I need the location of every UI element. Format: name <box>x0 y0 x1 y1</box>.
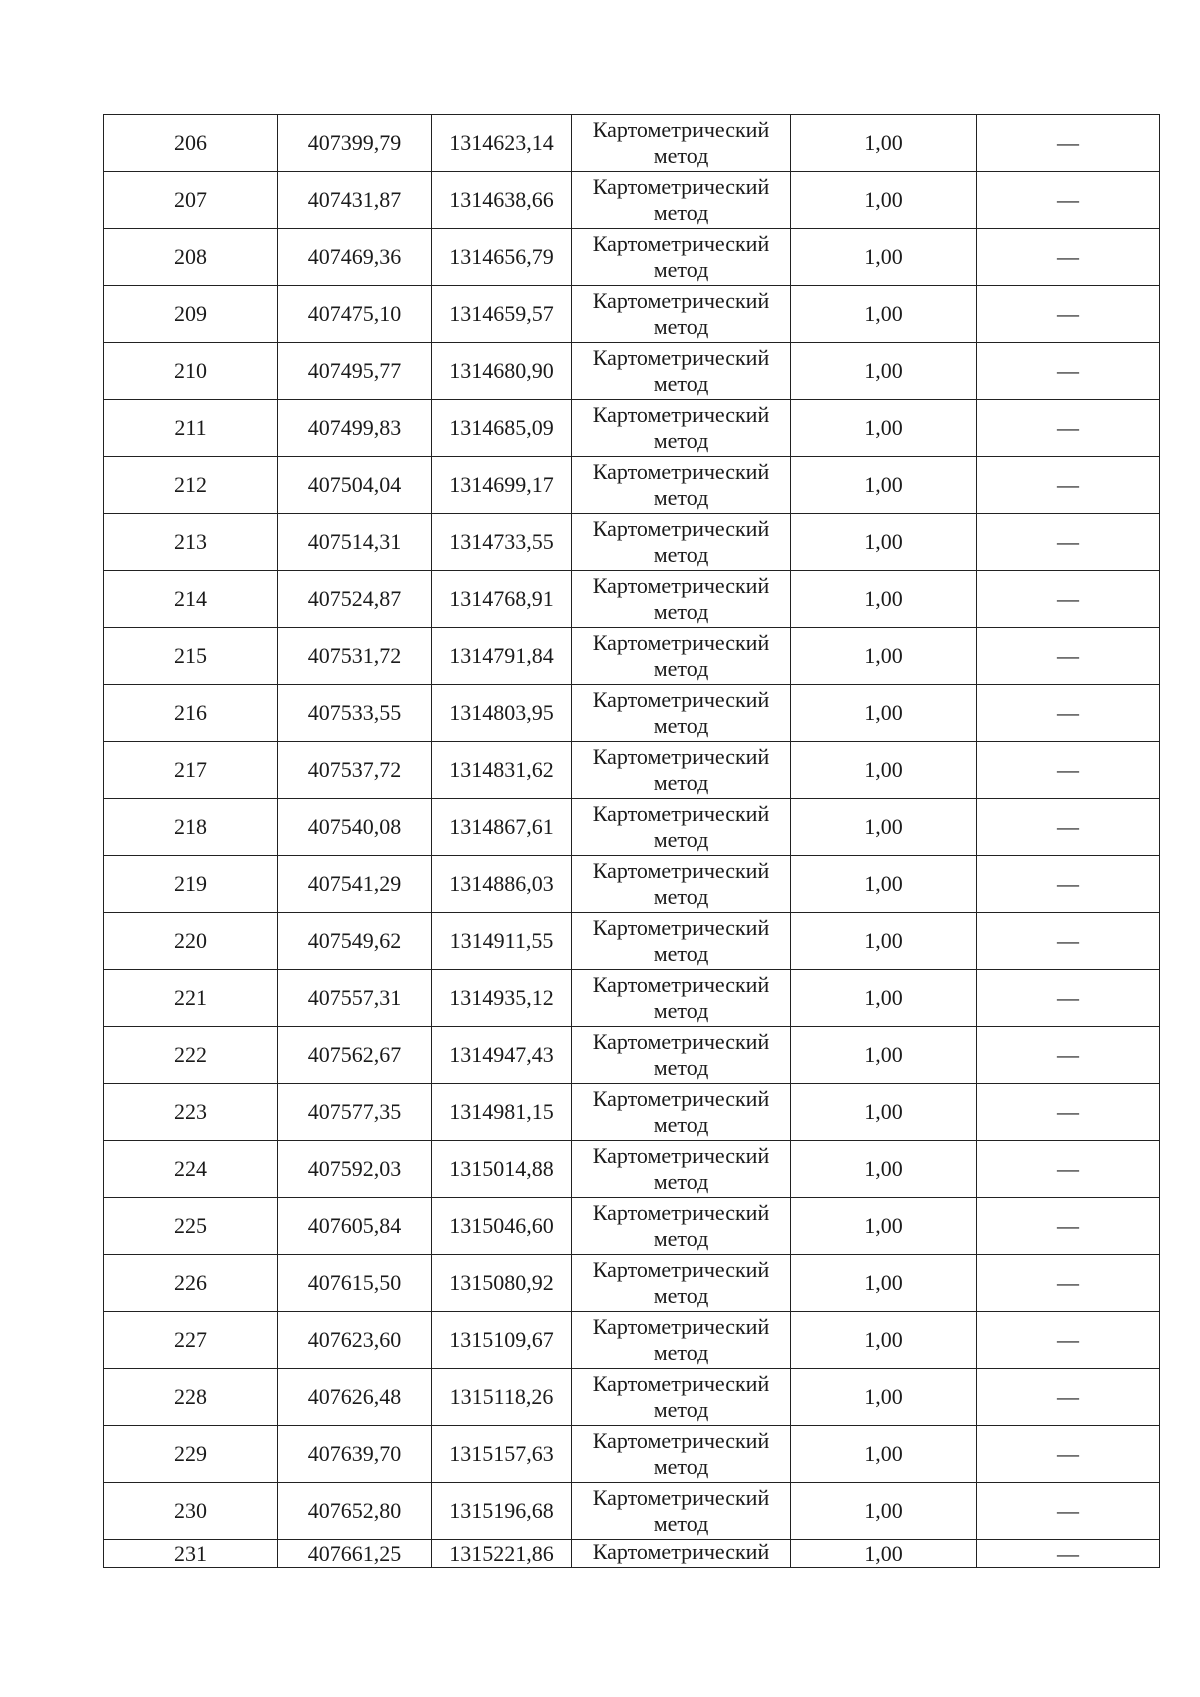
method-cell <box>572 970 791 1027</box>
y-coordinate-cell: 1315014,88 <box>432 1141 572 1198</box>
note-cell: — <box>977 742 1160 799</box>
method-text-line-1: Картометрический <box>592 345 770 370</box>
note-cell: — <box>977 400 1160 457</box>
accuracy-cell: 1,00 <box>791 343 977 400</box>
point-number-cell: 211 <box>104 400 278 457</box>
y-coordinate-cell: 1314685,09 <box>432 400 572 457</box>
method-cell <box>572 400 791 457</box>
y-coordinate-cell: 1314981,15 <box>432 1084 572 1141</box>
table-row <box>104 1255 1160 1312</box>
accuracy-cell: 1,00 <box>791 685 977 742</box>
table-row <box>104 1312 1160 1369</box>
x-coordinate-cell: 407605,84 <box>278 1198 432 1255</box>
point-number-cell: 223 <box>104 1084 278 1141</box>
x-coordinate-cell: 407499,83 <box>278 400 432 457</box>
method-cell <box>572 343 791 400</box>
method-text-line-2: метод <box>653 428 709 453</box>
method-text-line-2: метод <box>653 941 709 966</box>
y-coordinate-cell: 1315080,92 <box>432 1255 572 1312</box>
y-coordinate-cell: 1314935,12 <box>432 970 572 1027</box>
method-text-line-2: метод <box>653 1055 709 1080</box>
method-text-line-2: метод <box>653 1454 709 1479</box>
note-cell: — <box>977 172 1160 229</box>
method-cell <box>572 1426 791 1483</box>
method-text-line-2: метод <box>653 1340 709 1365</box>
x-coordinate-cell: 407469,36 <box>278 229 432 286</box>
x-coordinate-cell: 407661,25 <box>278 1540 432 1568</box>
point-number-cell: 220 <box>104 913 278 970</box>
y-coordinate-cell: 1314791,84 <box>432 628 572 685</box>
point-number-cell: 210 <box>104 343 278 400</box>
coordinates-table <box>103 114 1160 1568</box>
method-text-line-1: Картометрический <box>592 915 770 940</box>
method-text-line-2: метод <box>653 713 709 738</box>
x-coordinate-cell: 407626,48 <box>278 1369 432 1426</box>
y-coordinate-cell: 1314623,14 <box>432 115 572 172</box>
method-text-line-2: метод <box>653 143 709 168</box>
x-coordinate-cell: 407549,62 <box>278 913 432 970</box>
y-coordinate-cell: 1315118,26 <box>432 1369 572 1426</box>
method-cell <box>572 913 791 970</box>
accuracy-cell: 1,00 <box>791 970 977 1027</box>
note-cell: — <box>977 856 1160 913</box>
method-text-line-2: метод <box>653 1511 709 1536</box>
accuracy-cell: 1,00 <box>791 1426 977 1483</box>
y-coordinate-cell: 1314886,03 <box>432 856 572 913</box>
note-cell: — <box>977 343 1160 400</box>
note-cell: — <box>977 1426 1160 1483</box>
method-text-line-1: Картометрический <box>592 573 770 598</box>
method-cell <box>572 856 791 913</box>
table-row <box>104 571 1160 628</box>
point-number-cell: 225 <box>104 1198 278 1255</box>
x-coordinate-cell: 407514,31 <box>278 514 432 571</box>
x-coordinate-cell: 407399,79 <box>278 115 432 172</box>
method-text-line-1: Картометрический <box>592 1485 770 1510</box>
point-number-cell: 215 <box>104 628 278 685</box>
x-coordinate-cell: 407531,72 <box>278 628 432 685</box>
y-coordinate-cell: 1315109,67 <box>432 1312 572 1369</box>
method-text-line-1: Картометрический <box>592 1314 770 1339</box>
point-number-cell: 208 <box>104 229 278 286</box>
note-cell: — <box>977 1084 1160 1141</box>
method-text-line-1: Картометрический <box>592 1200 770 1225</box>
x-coordinate-cell: 407540,08 <box>278 799 432 856</box>
accuracy-cell: 1,00 <box>791 571 977 628</box>
accuracy-cell: 1,00 <box>791 1483 977 1540</box>
accuracy-cell: 1,00 <box>791 1369 977 1426</box>
method-text-line-2: метод <box>653 257 709 282</box>
note-cell: — <box>977 1255 1160 1312</box>
method-text-line-1: Картометрический <box>592 630 770 655</box>
point-number-cell: 213 <box>104 514 278 571</box>
accuracy-cell: 1,00 <box>791 799 977 856</box>
y-coordinate-cell: 1315046,60 <box>432 1198 572 1255</box>
accuracy-cell: 1,00 <box>791 1198 977 1255</box>
x-coordinate-cell: 407541,29 <box>278 856 432 913</box>
method-text-line-2: метод <box>653 599 709 624</box>
method-text-line-2: метод <box>653 1397 709 1422</box>
accuracy-cell: 1,00 <box>791 514 977 571</box>
y-coordinate-cell: 1314768,91 <box>432 571 572 628</box>
x-coordinate-cell: 407562,67 <box>278 1027 432 1084</box>
y-coordinate-cell: 1315157,63 <box>432 1426 572 1483</box>
method-text-line-1: Картометрический <box>592 288 770 313</box>
table-row <box>104 115 1160 172</box>
method-cell <box>572 1369 791 1426</box>
y-coordinate-cell: 1314947,43 <box>432 1027 572 1084</box>
y-coordinate-cell: 1315196,68 <box>432 1483 572 1540</box>
method-text-line-1: Картометрический <box>592 1086 770 1111</box>
accuracy-cell: 1,00 <box>791 229 977 286</box>
x-coordinate-cell: 407623,60 <box>278 1312 432 1369</box>
method-cell <box>572 1540 791 1568</box>
point-number-cell: 207 <box>104 172 278 229</box>
method-text-line-1: Картометрический <box>592 687 770 712</box>
table-row <box>104 685 1160 742</box>
accuracy-cell: 1,00 <box>791 913 977 970</box>
method-text-line-1: Картометрический <box>592 1029 770 1054</box>
method-text-line-1: Картометрический <box>592 459 770 484</box>
method-text-line-2: метод <box>653 485 709 510</box>
x-coordinate-cell: 407475,10 <box>278 286 432 343</box>
table-row <box>104 400 1160 457</box>
x-coordinate-cell: 407533,55 <box>278 685 432 742</box>
table-row <box>104 1198 1160 1255</box>
method-cell <box>572 1483 791 1540</box>
accuracy-cell: 1,00 <box>791 1255 977 1312</box>
point-number-cell: 216 <box>104 685 278 742</box>
method-cell <box>572 457 791 514</box>
x-coordinate-cell: 407639,70 <box>278 1426 432 1483</box>
table-row <box>104 913 1160 970</box>
method-text-line-2: метод <box>653 1226 709 1251</box>
point-number-cell: 230 <box>104 1483 278 1540</box>
note-cell: — <box>977 799 1160 856</box>
table-row <box>104 1084 1160 1141</box>
y-coordinate-cell: 1314733,55 <box>432 514 572 571</box>
y-coordinate-cell: 1314831,62 <box>432 742 572 799</box>
x-coordinate-cell: 407537,72 <box>278 742 432 799</box>
y-coordinate-cell: 1314680,90 <box>432 343 572 400</box>
note-cell: — <box>977 229 1160 286</box>
method-text-line-1: Картометрический <box>592 231 770 256</box>
point-number-cell: 218 <box>104 799 278 856</box>
note-cell: — <box>977 1027 1160 1084</box>
point-number-cell: 231 <box>104 1540 278 1568</box>
method-text-line-1: Картометрический <box>592 402 770 427</box>
table-row <box>104 286 1160 343</box>
method-text-line-1: Картометрический <box>592 1428 770 1453</box>
method-text-line-1: Картометрический <box>592 972 770 997</box>
accuracy-cell: 1,00 <box>791 1084 977 1141</box>
x-coordinate-cell: 407504,04 <box>278 457 432 514</box>
method-text-line-1: Картометрический <box>592 801 770 826</box>
x-coordinate-cell: 407577,35 <box>278 1084 432 1141</box>
method-cell <box>572 229 791 286</box>
method-text-line-2: метод <box>653 1112 709 1137</box>
method-cell <box>572 628 791 685</box>
accuracy-cell: 1,00 <box>791 856 977 913</box>
y-coordinate-cell: 1314699,17 <box>432 457 572 514</box>
note-cell: — <box>977 1198 1160 1255</box>
table-row <box>104 229 1160 286</box>
point-number-cell: 224 <box>104 1141 278 1198</box>
method-cell <box>572 1141 791 1198</box>
method-text-line-1: Картометрический <box>592 1257 770 1282</box>
y-coordinate-cell: 1315221,86 <box>432 1540 572 1568</box>
method-cell <box>572 1312 791 1369</box>
method-text-line-2: метод <box>653 827 709 852</box>
note-cell: — <box>977 514 1160 571</box>
x-coordinate-cell: 407524,87 <box>278 571 432 628</box>
note-cell: — <box>977 571 1160 628</box>
x-coordinate-cell: 407495,77 <box>278 343 432 400</box>
note-cell: — <box>977 286 1160 343</box>
method-text-line-1: Картометрический <box>592 1539 770 1564</box>
x-coordinate-cell: 407592,03 <box>278 1141 432 1198</box>
note-cell: — <box>977 970 1160 1027</box>
method-text-line-1: Картометрический <box>592 1371 770 1396</box>
method-cell <box>572 1084 791 1141</box>
method-cell <box>572 286 791 343</box>
method-text-line-1: Картометрический <box>592 858 770 883</box>
point-number-cell: 227 <box>104 1312 278 1369</box>
point-number-cell: 206 <box>104 115 278 172</box>
note-cell: — <box>977 457 1160 514</box>
note-cell: — <box>977 1540 1160 1568</box>
method-text-line-2: метод <box>653 884 709 909</box>
x-coordinate-cell: 407557,31 <box>278 970 432 1027</box>
table-row <box>104 1540 1160 1568</box>
y-coordinate-cell: 1314911,55 <box>432 913 572 970</box>
table-row <box>104 1426 1160 1483</box>
y-coordinate-cell: 1314803,95 <box>432 685 572 742</box>
point-number-cell: 209 <box>104 286 278 343</box>
accuracy-cell: 1,00 <box>791 286 977 343</box>
table-row <box>104 970 1160 1027</box>
accuracy-cell: 1,00 <box>791 115 977 172</box>
method-cell <box>572 514 791 571</box>
accuracy-cell: 1,00 <box>791 457 977 514</box>
method-text-line-2: метод <box>653 770 709 795</box>
table-row <box>104 514 1160 571</box>
method-text-line-1: Картометрический <box>592 117 770 142</box>
method-cell <box>572 571 791 628</box>
accuracy-cell: 1,00 <box>791 1312 977 1369</box>
method-cell <box>572 115 791 172</box>
note-cell: — <box>977 628 1160 685</box>
point-number-cell: 228 <box>104 1369 278 1426</box>
point-number-cell: 217 <box>104 742 278 799</box>
accuracy-cell: 1,00 <box>791 400 977 457</box>
table-row <box>104 1027 1160 1084</box>
method-cell <box>572 1027 791 1084</box>
point-number-cell: 229 <box>104 1426 278 1483</box>
method-text-line-1: Картометрический <box>592 174 770 199</box>
method-cell <box>572 742 791 799</box>
method-cell <box>572 172 791 229</box>
accuracy-cell: 1,00 <box>791 1027 977 1084</box>
table-row <box>104 343 1160 400</box>
table-row <box>104 1141 1160 1198</box>
table-row <box>104 856 1160 913</box>
table-row <box>104 799 1160 856</box>
method-cell <box>572 1198 791 1255</box>
note-cell: — <box>977 913 1160 970</box>
point-number-cell: 221 <box>104 970 278 1027</box>
accuracy-cell: 1,00 <box>791 628 977 685</box>
method-cell <box>572 685 791 742</box>
table-row <box>104 742 1160 799</box>
method-cell <box>572 1255 791 1312</box>
accuracy-cell: 1,00 <box>791 172 977 229</box>
x-coordinate-cell: 407652,80 <box>278 1483 432 1540</box>
point-number-cell: 222 <box>104 1027 278 1084</box>
note-cell: — <box>977 685 1160 742</box>
y-coordinate-cell: 1314867,61 <box>432 799 572 856</box>
note-cell: — <box>977 1483 1160 1540</box>
point-number-cell: 214 <box>104 571 278 628</box>
accuracy-cell: 1,00 <box>791 1141 977 1198</box>
y-coordinate-cell: 1314656,79 <box>432 229 572 286</box>
coordinates-table-body <box>104 115 1160 1568</box>
point-number-cell: 212 <box>104 457 278 514</box>
table-row <box>104 628 1160 685</box>
accuracy-cell: 1,00 <box>791 1540 977 1568</box>
table-row <box>104 1483 1160 1540</box>
method-text-line-1: Картометрический <box>592 1143 770 1168</box>
point-number-cell: 219 <box>104 856 278 913</box>
note-cell: — <box>977 1312 1160 1369</box>
table-row <box>104 172 1160 229</box>
method-text-line-2: метод <box>653 656 709 681</box>
table-row <box>104 457 1160 514</box>
method-text-line-2: метод <box>653 371 709 396</box>
x-coordinate-cell: 407615,50 <box>278 1255 432 1312</box>
accuracy-cell: 1,00 <box>791 742 977 799</box>
method-text-line-2: метод <box>653 200 709 225</box>
method-text-line-2: метод <box>653 542 709 567</box>
note-cell: — <box>977 1141 1160 1198</box>
note-cell: — <box>977 1369 1160 1426</box>
method-text-line-1: Картометрический <box>592 516 770 541</box>
table-row <box>104 1369 1160 1426</box>
method-text-line-1: Картометрический <box>592 744 770 769</box>
x-coordinate-cell: 407431,87 <box>278 172 432 229</box>
y-coordinate-cell: 1314638,66 <box>432 172 572 229</box>
method-text-line-2: метод <box>653 1283 709 1308</box>
method-cell <box>572 799 791 856</box>
note-cell: — <box>977 115 1160 172</box>
y-coordinate-cell: 1314659,57 <box>432 286 572 343</box>
method-text-line-2: метод <box>653 314 709 339</box>
method-text-line-2: метод <box>653 1169 709 1194</box>
point-number-cell: 226 <box>104 1255 278 1312</box>
method-text-line-2: метод <box>653 998 709 1023</box>
